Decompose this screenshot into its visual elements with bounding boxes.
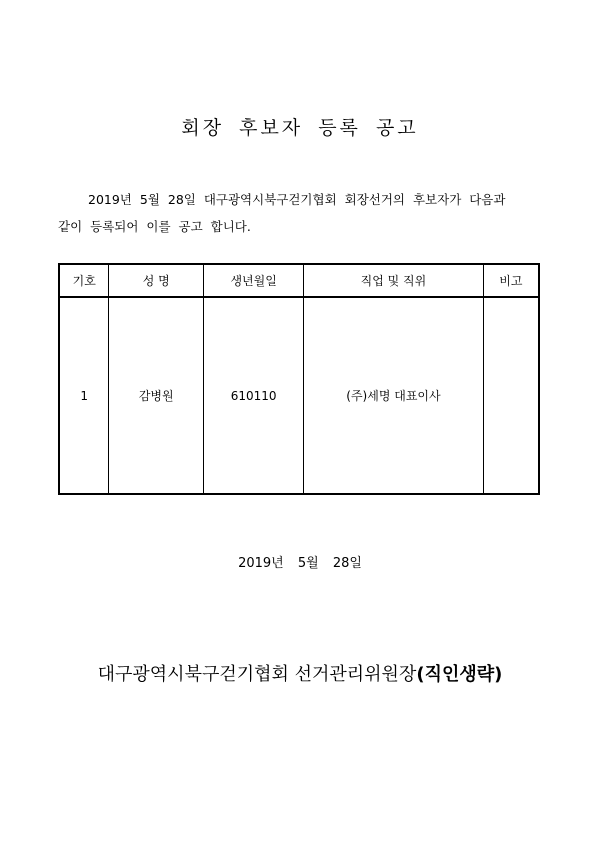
seal-omitted-note: (직인생략) xyxy=(416,664,503,685)
cell-name: 감병원 xyxy=(109,297,204,494)
cell-occupation: (주)세명 대표이사 xyxy=(304,297,483,494)
header-birthdate: 생년월일 xyxy=(204,264,304,297)
intro-line-2: 같이 등록되어 이를 공고 합니다. xyxy=(58,219,251,234)
intro-paragraph xyxy=(58,186,548,240)
intro-line-1: 2019년 5월 28일 대구광역시북구걷기협회 회장선거의 후보자가 다음과 xyxy=(88,192,506,207)
table-row xyxy=(59,297,539,494)
cell-number: 1 xyxy=(59,297,109,494)
header-note: 비고 xyxy=(483,264,539,297)
organization-signature xyxy=(0,660,600,686)
header-occupation: 직업 및 직위 xyxy=(304,264,483,297)
cell-birthdate: 610110 xyxy=(204,297,304,494)
document-title: 회장 후보자 등록 공고 xyxy=(181,117,419,139)
notice-date: 2019년 5월 28일 xyxy=(238,556,362,571)
organization-name: 대구광역시북구걷기협회 선거관리위원장 xyxy=(97,664,417,685)
candidate-table xyxy=(58,263,540,495)
table-header-row xyxy=(59,264,539,297)
header-number: 기호 xyxy=(59,264,109,297)
cell-note xyxy=(483,297,539,494)
header-name: 성 명 xyxy=(109,264,204,297)
